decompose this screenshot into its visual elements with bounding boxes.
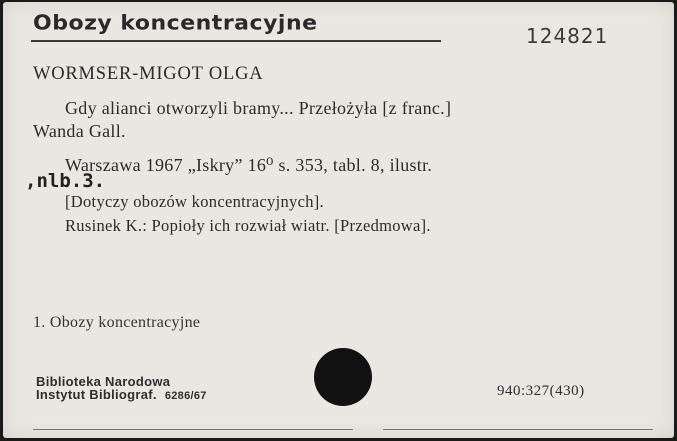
title-line-1: Gdy alianci otworzyli bramy... Przełożyła [z franc.]	[65, 98, 452, 118]
library-name: Biblioteka Narodowa	[36, 374, 171, 389]
catalog-card	[3, 2, 674, 438]
subject-heading: Obozy koncentracyjne	[33, 12, 318, 35]
related-work-note: Rusinek K.: Popioły ich rozwiał wiatr. [Przedmowa].	[65, 216, 431, 235]
library-institute-line	[36, 388, 207, 403]
bottom-rule-right	[383, 429, 653, 430]
content-note: [Dotyczy obozów koncentracyjnych].	[65, 192, 324, 211]
imprint-line: Warszawa 1967 „Iskry” 16⁰ s. 353, tabl. 8, ilustr.	[65, 155, 433, 175]
subject-entry: 1. Obozy koncentracyjne	[33, 314, 201, 331]
library-institute: Instytut Bibliograf.	[36, 387, 157, 402]
library-imprint	[36, 375, 207, 403]
subject-underline	[31, 40, 441, 42]
punch-hole	[314, 348, 372, 406]
classification-number: 940:327(430)	[497, 383, 585, 399]
title-line-2: Wanda Gall.	[33, 121, 126, 141]
bottom-rule-left	[33, 429, 353, 430]
author-name: WORMSER-MIGOT OLGA	[33, 64, 264, 84]
card-number: 124821	[526, 24, 609, 48]
registry-number: 6286/67	[164, 390, 207, 402]
typed-stamp: ,nlb.3.	[25, 170, 106, 192]
